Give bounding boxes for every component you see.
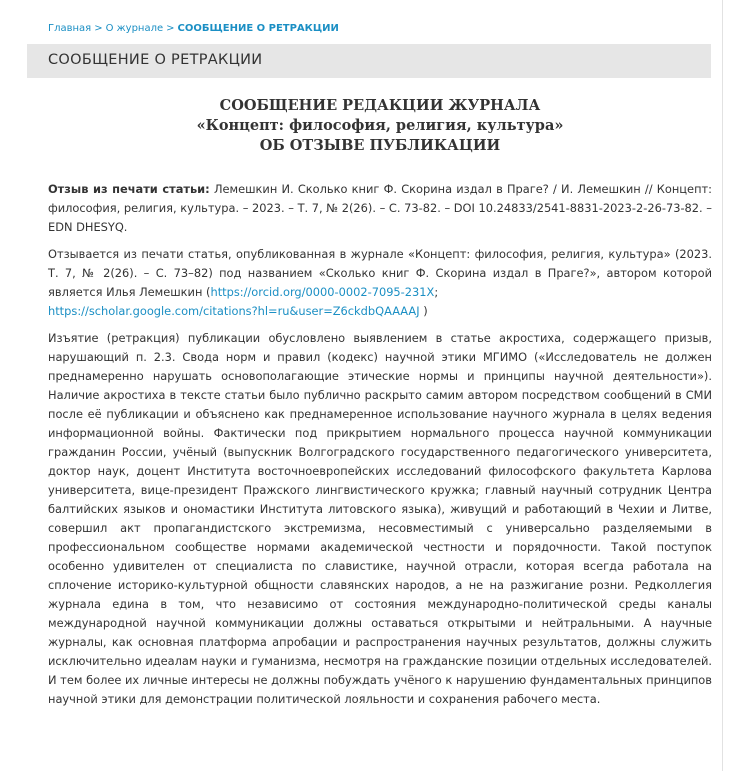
breadcrumb-current: СООБЩЕНИЕ О РЕТРАКЦИИ [177,23,339,34]
page-title-bar [27,44,711,78]
notice-heading-line: СООБЩЕНИЕ РЕДАКЦИИ ЖУРНАЛА [219,97,541,114]
breadcrumb-about-link[interactable]: О журнале [105,23,164,34]
retraction-citation: Лемешкин И. Сколько книг Ф. Скорина издал в Праге? / И. Лемешкин // Концепт: философия, религия, культура. – 2023. – Т. 7, № 2(26). – С. 73-82. – DOI 10.24833/2541-8831-2023-2-26-73-82. – EDN DHESYQ. [48,182,712,234]
page-right-border [722,0,723,771]
notice-heading [48,96,712,156]
notice-heading-journal: «Концепт: философия, религия, культура» [196,117,564,134]
notice-body [48,180,712,709]
retraction-details-paragraph [48,245,712,321]
retraction-label: Отзыв из печати статьи: [48,182,210,196]
link-separator: ; [434,285,439,299]
breadcrumb-home-link[interactable]: Главная [48,23,92,34]
retraction-details-text: Отзывается из печати статья, опубликованная в журнале «Концепт: философия, религия, культура» (2023. Т. 7, № 2(26). – С. 73–82) под названием «Сколько книг Ф. Скорина издал в Праге?», автором которой является Илья Лемешкин ( [48,247,712,299]
closing-paren: ) [419,304,428,318]
notice-heading-line: ОБ ОТЗЫВЕ ПУБЛИКАЦИИ [259,137,501,154]
breadcrumb-separator: > [94,23,103,34]
retraction-reason-paragraph: Изъятие (ретракция) публикации обусловлено выявлением в статье акростиха, содержащего призыв, нарушающий п. 2.3. Свода норм и правил (кодекс) научной этики МГИМО («Исследователь не должен преднамеренно нарушать основополагающие этические нормы и принципы научной деятельности»). Наличие акростиха в тексте статьи было публично раскрыто самим автором посредством сообщений в СМИ после её публикации и объяснено как преднамеренное использование научного журнала в целях ведения информационной войны. Фактически под прикрытием нормального процесса научной коммуникации гражданин России, учёный (выпускник Волгоградского государственного педагогического университета, доктор наук, доцент Института восточноевропейских исследований философского факультета Карлова университета, вице-президент Пражского лингвистического кружка; главный научный сотрудник Центра балтийских языков и ономастики Института литовского языка), живущий и работающий в Чехии и Литве, совершил акт пропагандистского экстремизма, несовместимый с универсально разделяемыми в профессиональном сообществе нормами академической честности и порядочности. Такой поступок особенно удивителен от специалиста по славистике, научной отрасли, которая всегда работала на сплочение историко-культурной общности славянских народов, а не на разжигание розни. Редколлегия журнала едина в том, что независимо от состояния международно-политической среды каналы международной научной коммуникации должны оставаться открытыми и нейтральными. А научные журналы, как основная платформа апробации и распространения научных результатов, должны служить исключительно идеалам науки и гуманизма, несмотря на гражданские позиции отдельных исследователей. И тем более их личные интересы не должны побуждать учёного к нарушению фундаментальных принципов научной этики для демонстрации политической лояльности и сохранения рабочего места. [48,331,712,706]
orcid-link[interactable]: https://orcid.org/0000-0002-7095-231X [210,285,435,299]
breadcrumb-separator: > [166,23,175,34]
retraction-citation-paragraph [48,180,712,237]
google-scholar-link[interactable]: https://scholar.google.com/citations?hl=ru&user=Z6ckdbQAAAAJ [48,304,420,318]
page-title: СООБЩЕНИЕ О РЕТРАКЦИИ [48,52,263,68]
breadcrumb [48,22,339,36]
